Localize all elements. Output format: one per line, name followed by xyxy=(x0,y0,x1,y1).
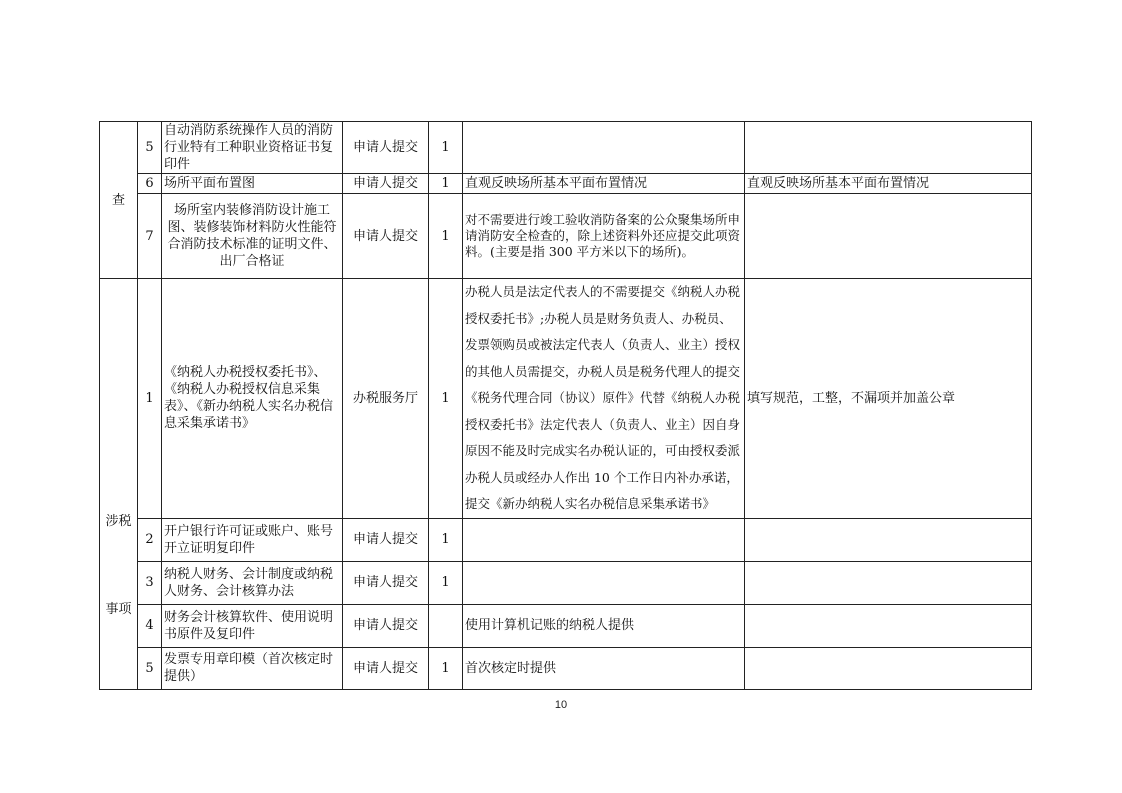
material-name: 《纳税人办税授权委托书》、《纳税人办税授权信息采集表》、《新办纳税人实名办税信息采集承诺书》 xyxy=(162,279,343,519)
category-cell xyxy=(100,279,138,690)
table-row xyxy=(100,174,1032,194)
material-note: 首次核定时提供 xyxy=(463,647,745,689)
material-name: 场所室内装修消防设计施工图、装修装饰材料防火性能符合消防技术标准的证明文件、出厂合格证 xyxy=(162,194,343,279)
row-number: 7 xyxy=(138,194,162,279)
material-note xyxy=(463,561,745,604)
table-row xyxy=(100,561,1032,604)
material-name: 纳税人财务、会计制度或纳税人财务、会计核算办法 xyxy=(162,561,343,604)
material-count: 1 xyxy=(429,518,463,561)
row-number: 3 xyxy=(138,561,162,604)
material-name: 场所平面布置图 xyxy=(162,174,343,194)
material-count xyxy=(429,604,463,647)
material-count: 1 xyxy=(429,122,463,174)
table-row xyxy=(100,194,1032,279)
material-note: 直观反映场所基本平面布置情况 xyxy=(463,174,745,194)
material-name: 发票专用章印模（首次核定时提供） xyxy=(162,647,343,689)
material-name: 财务会计核算软件、使用说明书原件及复印件 xyxy=(162,604,343,647)
material-source: 申请人提交 xyxy=(343,194,429,279)
material-requirement xyxy=(745,122,1032,174)
material-name: 开户银行许可证或账户、账号开立证明复印件 xyxy=(162,518,343,561)
material-requirement: 填写规范，工整，不漏项并加盖公章 xyxy=(745,279,1032,519)
material-source: 申请人提交 xyxy=(343,518,429,561)
row-number: 2 xyxy=(138,518,162,561)
material-requirement: 直观反映场所基本平面布置情况 xyxy=(745,174,1032,194)
material-requirement xyxy=(745,194,1032,279)
table-row xyxy=(100,279,1032,519)
table-row xyxy=(100,604,1032,647)
material-requirement xyxy=(745,518,1032,561)
material-note: 办税人员是法定代表人的不需要提交《纳税人办税授权委托书》;办税人员是财务负责人、办税员、发票领购员或被法定代表人（负责人、业主）授权的其他人员需提交，办税人员是税务代理人的提交《税务代理合同（协议）原件》代替《纳税人办税授权委托书》法定代表人（负责人、业主）因自身原因不能及时完成实名办税认证的，可由授权委派办税人员或经办人作出 10 个工作日内补办承诺，提交《新办纳税人实名办税信息采集承诺书》 xyxy=(463,279,745,519)
material-requirement xyxy=(745,604,1032,647)
material-note xyxy=(463,122,745,174)
material-source: 申请人提交 xyxy=(343,561,429,604)
material-source: 申请人提交 xyxy=(343,174,429,194)
category-label-line2: 事项 xyxy=(105,601,132,617)
material-source: 办税服务厅 xyxy=(343,279,429,519)
material-requirement xyxy=(745,561,1032,604)
table-row xyxy=(100,122,1032,174)
material-name: 自动消防系统操作人员的消防行业特有工种职业资格证书复印件 xyxy=(162,122,343,174)
category-cell: 查 xyxy=(100,122,138,279)
row-number: 6 xyxy=(138,174,162,194)
material-source: 申请人提交 xyxy=(343,647,429,689)
row-number: 4 xyxy=(138,604,162,647)
material-note: 对不需要进行竣工验收消防备案的公众聚集场所申请消防安全检查的，除上述资料外还应提交此项资料。(主要是指 300 平方米以下的场所)。 xyxy=(463,194,745,279)
category-label-line1: 涉税 xyxy=(105,513,132,529)
table-row xyxy=(100,518,1032,561)
table-row xyxy=(100,647,1032,689)
material-source: 申请人提交 xyxy=(343,122,429,174)
material-count: 1 xyxy=(429,279,463,519)
row-number: 1 xyxy=(138,279,162,519)
material-count: 1 xyxy=(429,561,463,604)
material-count: 1 xyxy=(429,194,463,279)
page-number: 10 xyxy=(554,699,568,711)
materials-table xyxy=(99,121,1032,690)
material-source: 申请人提交 xyxy=(343,604,429,647)
material-count: 1 xyxy=(429,647,463,689)
material-requirement xyxy=(745,647,1032,689)
row-number: 5 xyxy=(138,647,162,689)
material-note: 使用计算机记账的纳税人提供 xyxy=(463,604,745,647)
material-note xyxy=(463,518,745,561)
material-count: 1 xyxy=(429,174,463,194)
row-number: 5 xyxy=(138,122,162,174)
